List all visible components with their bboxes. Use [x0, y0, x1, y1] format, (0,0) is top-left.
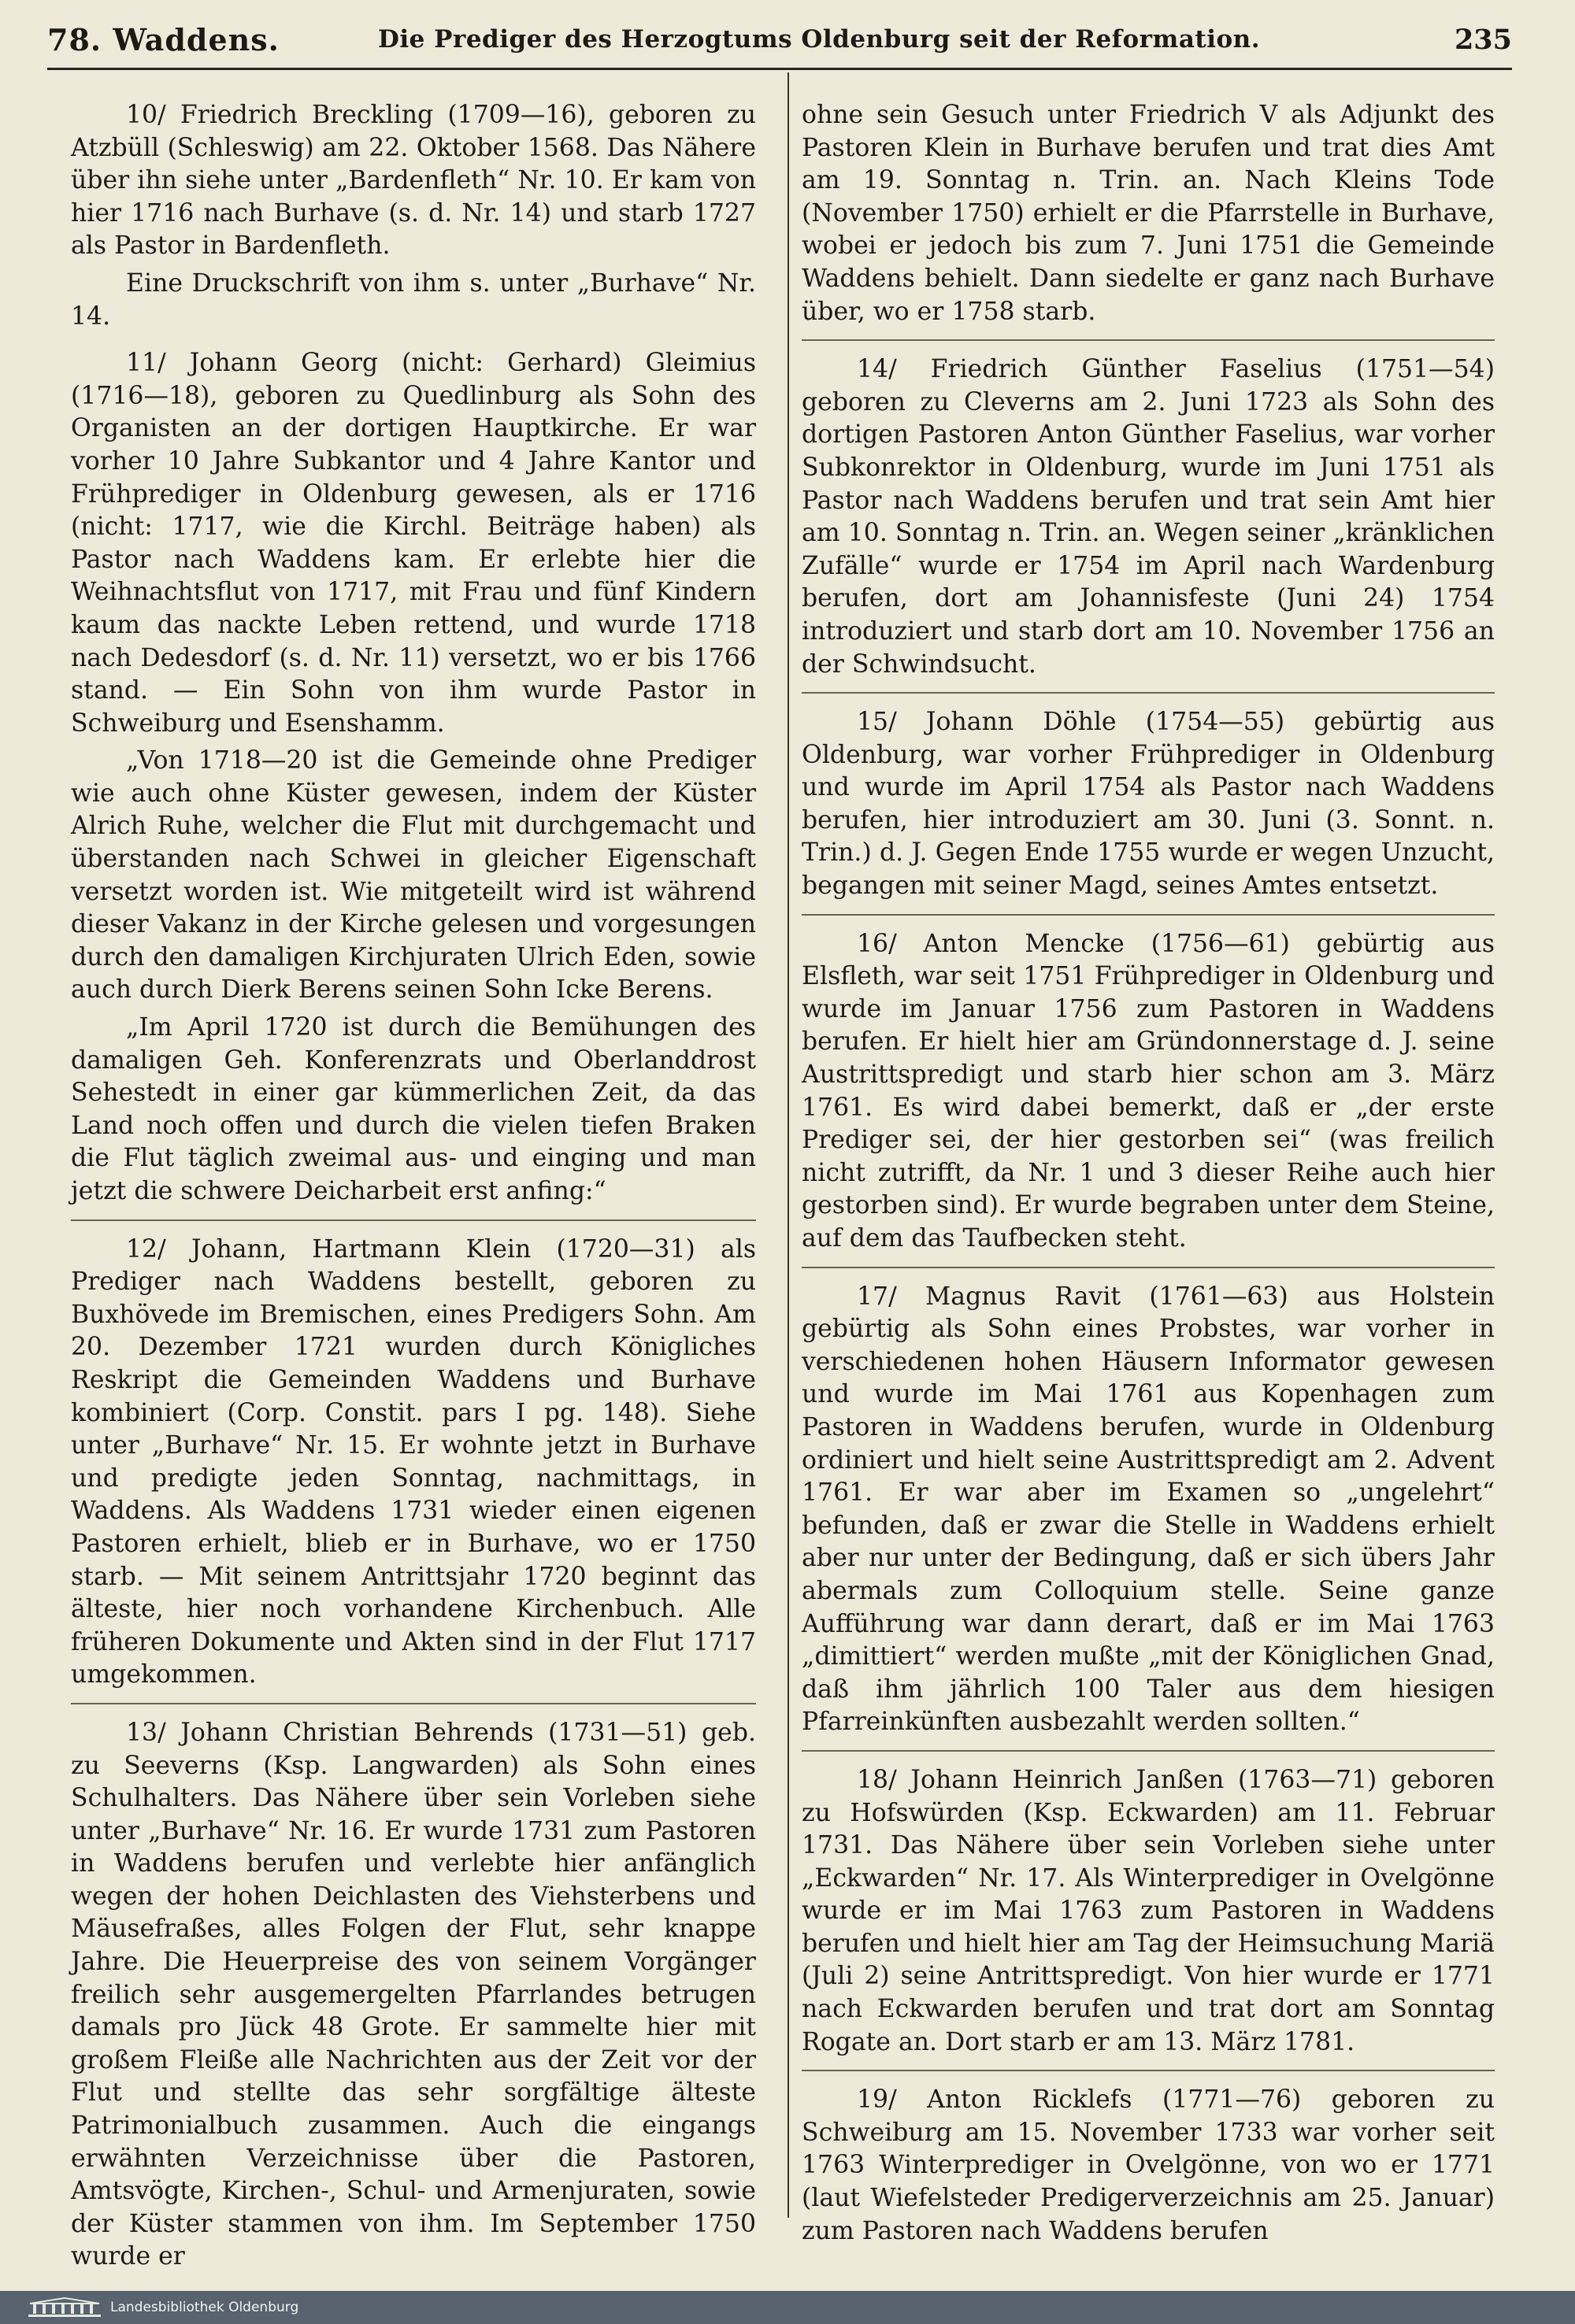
- running-header: [47, 17, 1512, 63]
- library-footer: [0, 2291, 1575, 2324]
- separator: [802, 2070, 1495, 2071]
- column-divider: [788, 72, 789, 2218]
- entry-10: 10/ Friedrich Breckling (1709—16), geboren zu Atzbüll (Schleswig) am 22. Oktober 1568. Das Nähere über ihn siehe unter „Bardenfleth“ Nr. 10. Er kam von hier 1716 nach Burhave (s. d. Nr. 14) und starb 1727 als Pastor in Bardenfleth.: [71, 101, 756, 261]
- entry-11: 11/ Johann Georg (nicht: Gerhard) Gleimius (1716—18), geboren zu Quedlinburg als Sohn des Organisten an der dortigen Hauptkirche. Er war vorher 10 Jahre Subkantor und 4 Jahre Kantor und Frühprediger in Oldenburg gewesen, als er 1716 (nicht: 1717, wie die Kirchl. Beiträge haben) als Pastor nach Waddens kam. Er erlebte hier die Weihnachtsflut von 1717, mit Frau und fünf Kindern kaum das nackte Leben rettend, und wurde 1718 nach Dedesdorf (s. d. Nr. 11) versetzt, wo er bis 1766 stand. — Ein Sohn von ihm wurde Pastor in Schweiburg und Esenshamm.: [71, 349, 756, 738]
- entry-14: 14/ Friedrich Günther Faselius (1751—54) geboren zu Cleverns am 2. Juni 1723 als Sohn des dortigen Pastoren Anton Günther Faselius, war vorher Subkonrektor in Oldenburg, wurde im Juni 1751 als Pastor nach Waddens berufen und trat sein Amt hier am 10. Sonntag n. Trin. an. Wegen seiner „kränklichen Zufälle“ wurde er 1754 im April nach Wardenburg berufen, dort am Johannisfeste (Juni 24) 1754 introduziert und starb dort am 10. November 1756 an der Schwindsucht.: [802, 355, 1495, 679]
- separator: [71, 1703, 756, 1704]
- entry-17: 17/ Magnus Ravit (1761—63) aus Holstein gebürtig als Sohn eines Probstes, war vorher in verschiedenen hohen Häusern Informator gewesen und wurde im Mai 1761 aus Kopenhagen zum Pastoren in Waddens berufen, wurde in Oldenburg ordiniert und hielt seine Austrittspredigt am 2. Advent 1761. Er war aber im Examen so „ungelehrt“ befunden, daß er zwar die Stelle in Waddens erhielt aber nur unter der Bedingung, daß er sich übers Jahr abermals zum Colloquium stelle. Seine ganze Aufführung war dann derart, daß er im Mai 1763 „dimittiert“ werden mußte „mit der Königlichen Gnad, daß ihm jährlich 100 Taler aus dem hiesigen Pfarreinkünften ausbezahlt werden sollten.“: [802, 1282, 1495, 1737]
- separator: [802, 1267, 1495, 1268]
- entry-10-note: Eine Druckschrift von ihm s. unter „Burhave“ Nr. 14.: [71, 268, 756, 331]
- library-name: Landesbibliothek Oldenburg: [110, 2300, 299, 2315]
- quote-vacancy: „Von 1718—20 ist die Gemeinde ohne Prediger wie auch ohne Küster gewesen, indem der Küster Alrich Ruhe, welcher die Flut mit durchgemacht und überstanden nach Schwei in gleicher Eigenschaft versetzt worden ist. Wie mitgeteilt wird ist während dieser Vakanz in der Kirche gelesen und vorgesungen durch den damaligen Kirchjuraten Ulrich Eden, sowie auch durch Dierk Berens seinen Sohn Icke Berens.: [71, 746, 756, 1005]
- entry-13: 13/ Johann Christian Behrends (1731—51) geb. zu Seeverns (Ksp. Langwarden) als Sohn eines Schulhalters. Das Nähere über sein Vorleben siehe unter „Burhave“ Nr. 16. Er wurde 1731 zum Pastoren in Waddens berufen und verlebte hier anfänglich wegen der hohen Deichlasten des Viehsterbens und Mäusefraßes, alles Folgen der Flut, sehr knappe Jahre. Die Heuerpreise des von seinem Vorgänger freilich sehr ausgemergelten Pfarrlandes betrugen damals pro Jück 48 Grote. Er sammelte hier mit großem Fleiße alle Nachrichten aus der Zeit vor der Flut und stellte das sehr sorgfältige älteste Patrimonialbuch zusammen. Auch die eingangs erwähnten Verzeichnisse über die Pastoren, Amtsvögte, Kirchen-, Schul- und Armenjuraten, sowie der Küster stammen von ihm. Im September 1750 wurde er: [71, 1718, 756, 2271]
- separator: [802, 339, 1495, 341]
- entry-16: 16/ Anton Mencke (1756—61) gebürtig aus Elsfleth, war seit 1751 Frühprediger in Oldenburg und wurde im Januar 1756 zum Pastoren in Waddens berufen. Er hielt hier am Gründonnerstage d. J. seine Austrittspredigt und starb hier schon am 3. März 1761. Es wird dabei bemerkt, daß er „der erste Prediger sei, der hier gestorben sei“ (was freilich nicht zutrifft, da Nr. 1 und 3 dieser Reihe auch hier gestorben sind). Er wurde begraben unter dem Steine, auf dem das Taufbecken steht.: [802, 929, 1495, 1253]
- separator: [71, 1219, 756, 1221]
- library-building-icon: [27, 2296, 102, 2319]
- separator: [802, 1750, 1495, 1752]
- entry-12: 12/ Johann, Hartmann Klein (1720—31) als Prediger nach Waddens bestellt, geboren zu Buxhövede im Bremischen, eines Predigers Sohn. Am 20. Dezember 1721 wurden durch Königliches Reskript die Gemeinden Waddens und Burhave kombiniert (Corp. Constit. pars I pg. 148). Siehe unter „Burhave“ Nr. 15. Er wohnte jetzt in Burhave und predigte jeden Sonntag, nachmittags, in Waddens. Als Waddens 1731 wieder einen eigenen Pastoren erhielt, blieb er in Burhave, wo er 1750 starb. — Mit seinem Antrittsjahr 1720 beginnt das älteste, hier noch vorhandene Kirchenbuch. Alle früheren Dokumente und Akten sind in der Flut 1717 umgekommen.: [71, 1234, 756, 1689]
- right-column: [802, 99, 1495, 2252]
- quote-april-1720: „Im April 1720 ist durch die Bemühungen des damaligen Geh. Konferenzrats und Oberlanddrost Sehestedt in einer gar kümmerlichen Zeit, da das Land noch offen und durch die vielen tiefen Braken die Flut täglich zweimal aus- und einging und man jetzt die schwere Deicharbeit erst anfing:“: [71, 1013, 756, 1205]
- section-label: 78. Waddens.: [47, 22, 280, 57]
- header-rule: [47, 68, 1512, 70]
- entry-19: 19/ Anton Ricklefs (1771—76) geboren zu Schweiburg am 15. November 1733 war vorher seit 1763 Winterprediger in Ovelgönne, von wo er 1771 (laut Wiefelsteder Predigerverzeichnis am 25. Januar) zum Pastoren nach Waddens berufen: [802, 2085, 1495, 2245]
- entry-15: 15/ Johann Döhle (1754—55) gebürtig aus Oldenburg, war vorher Frühprediger in Oldenburg und wurde im April 1754 als Pastor nach Waddens berufen, hier introduziert am 30. Juni (3. Sonnt. n. Trin.) d. J. Gegen Ende 1755 wurde er wegen Unzucht, begangen mit seiner Magd, seines Amtes entsetzt.: [802, 708, 1495, 901]
- entry-18: 18/ Johann Heinrich Janßen (1763—71) geboren zu Hofswürden (Ksp. Eckwarden) am 11. Februar 1731. Das Nähere über sein Vorleben siehe unter „Eckwarden“ Nr. 17. Als Winterprediger in Ovelgönne wurde er im Mai 1763 zum Pastoren in Waddens berufen und hielt hier am Tag der Heimsuchung Mariä (Juli 2) seine Antrittspredigt. Von hier wurde er 1771 nach Eckwarden berufen und trat dort am Sonntag Rogate an. Dort starb er am 13. März 1781.: [802, 1765, 1495, 2056]
- separator: [802, 914, 1495, 916]
- separator: [802, 692, 1495, 694]
- running-title: Die Prediger des Herzogtums Oldenburg seit der Reformation.: [378, 25, 1261, 54]
- page-number: 235: [1454, 24, 1512, 56]
- entry-13-continued: ohne sein Gesuch unter Friedrich V als Adjunkt des Pastoren Klein in Burhave berufen und trat dies Amt am 19. Sonntag n. Trin. an. Nach Kleins Tode (November 1750) erhielt er die Pfarrstelle in Burhave, wobei er jedoch bis zum 7. Juni 1751 die Gemeinde Waddens behielt. Dann siedelte er ganz nach Burhave über, wo er 1758 starb.: [802, 101, 1495, 326]
- left-column: [71, 99, 756, 2278]
